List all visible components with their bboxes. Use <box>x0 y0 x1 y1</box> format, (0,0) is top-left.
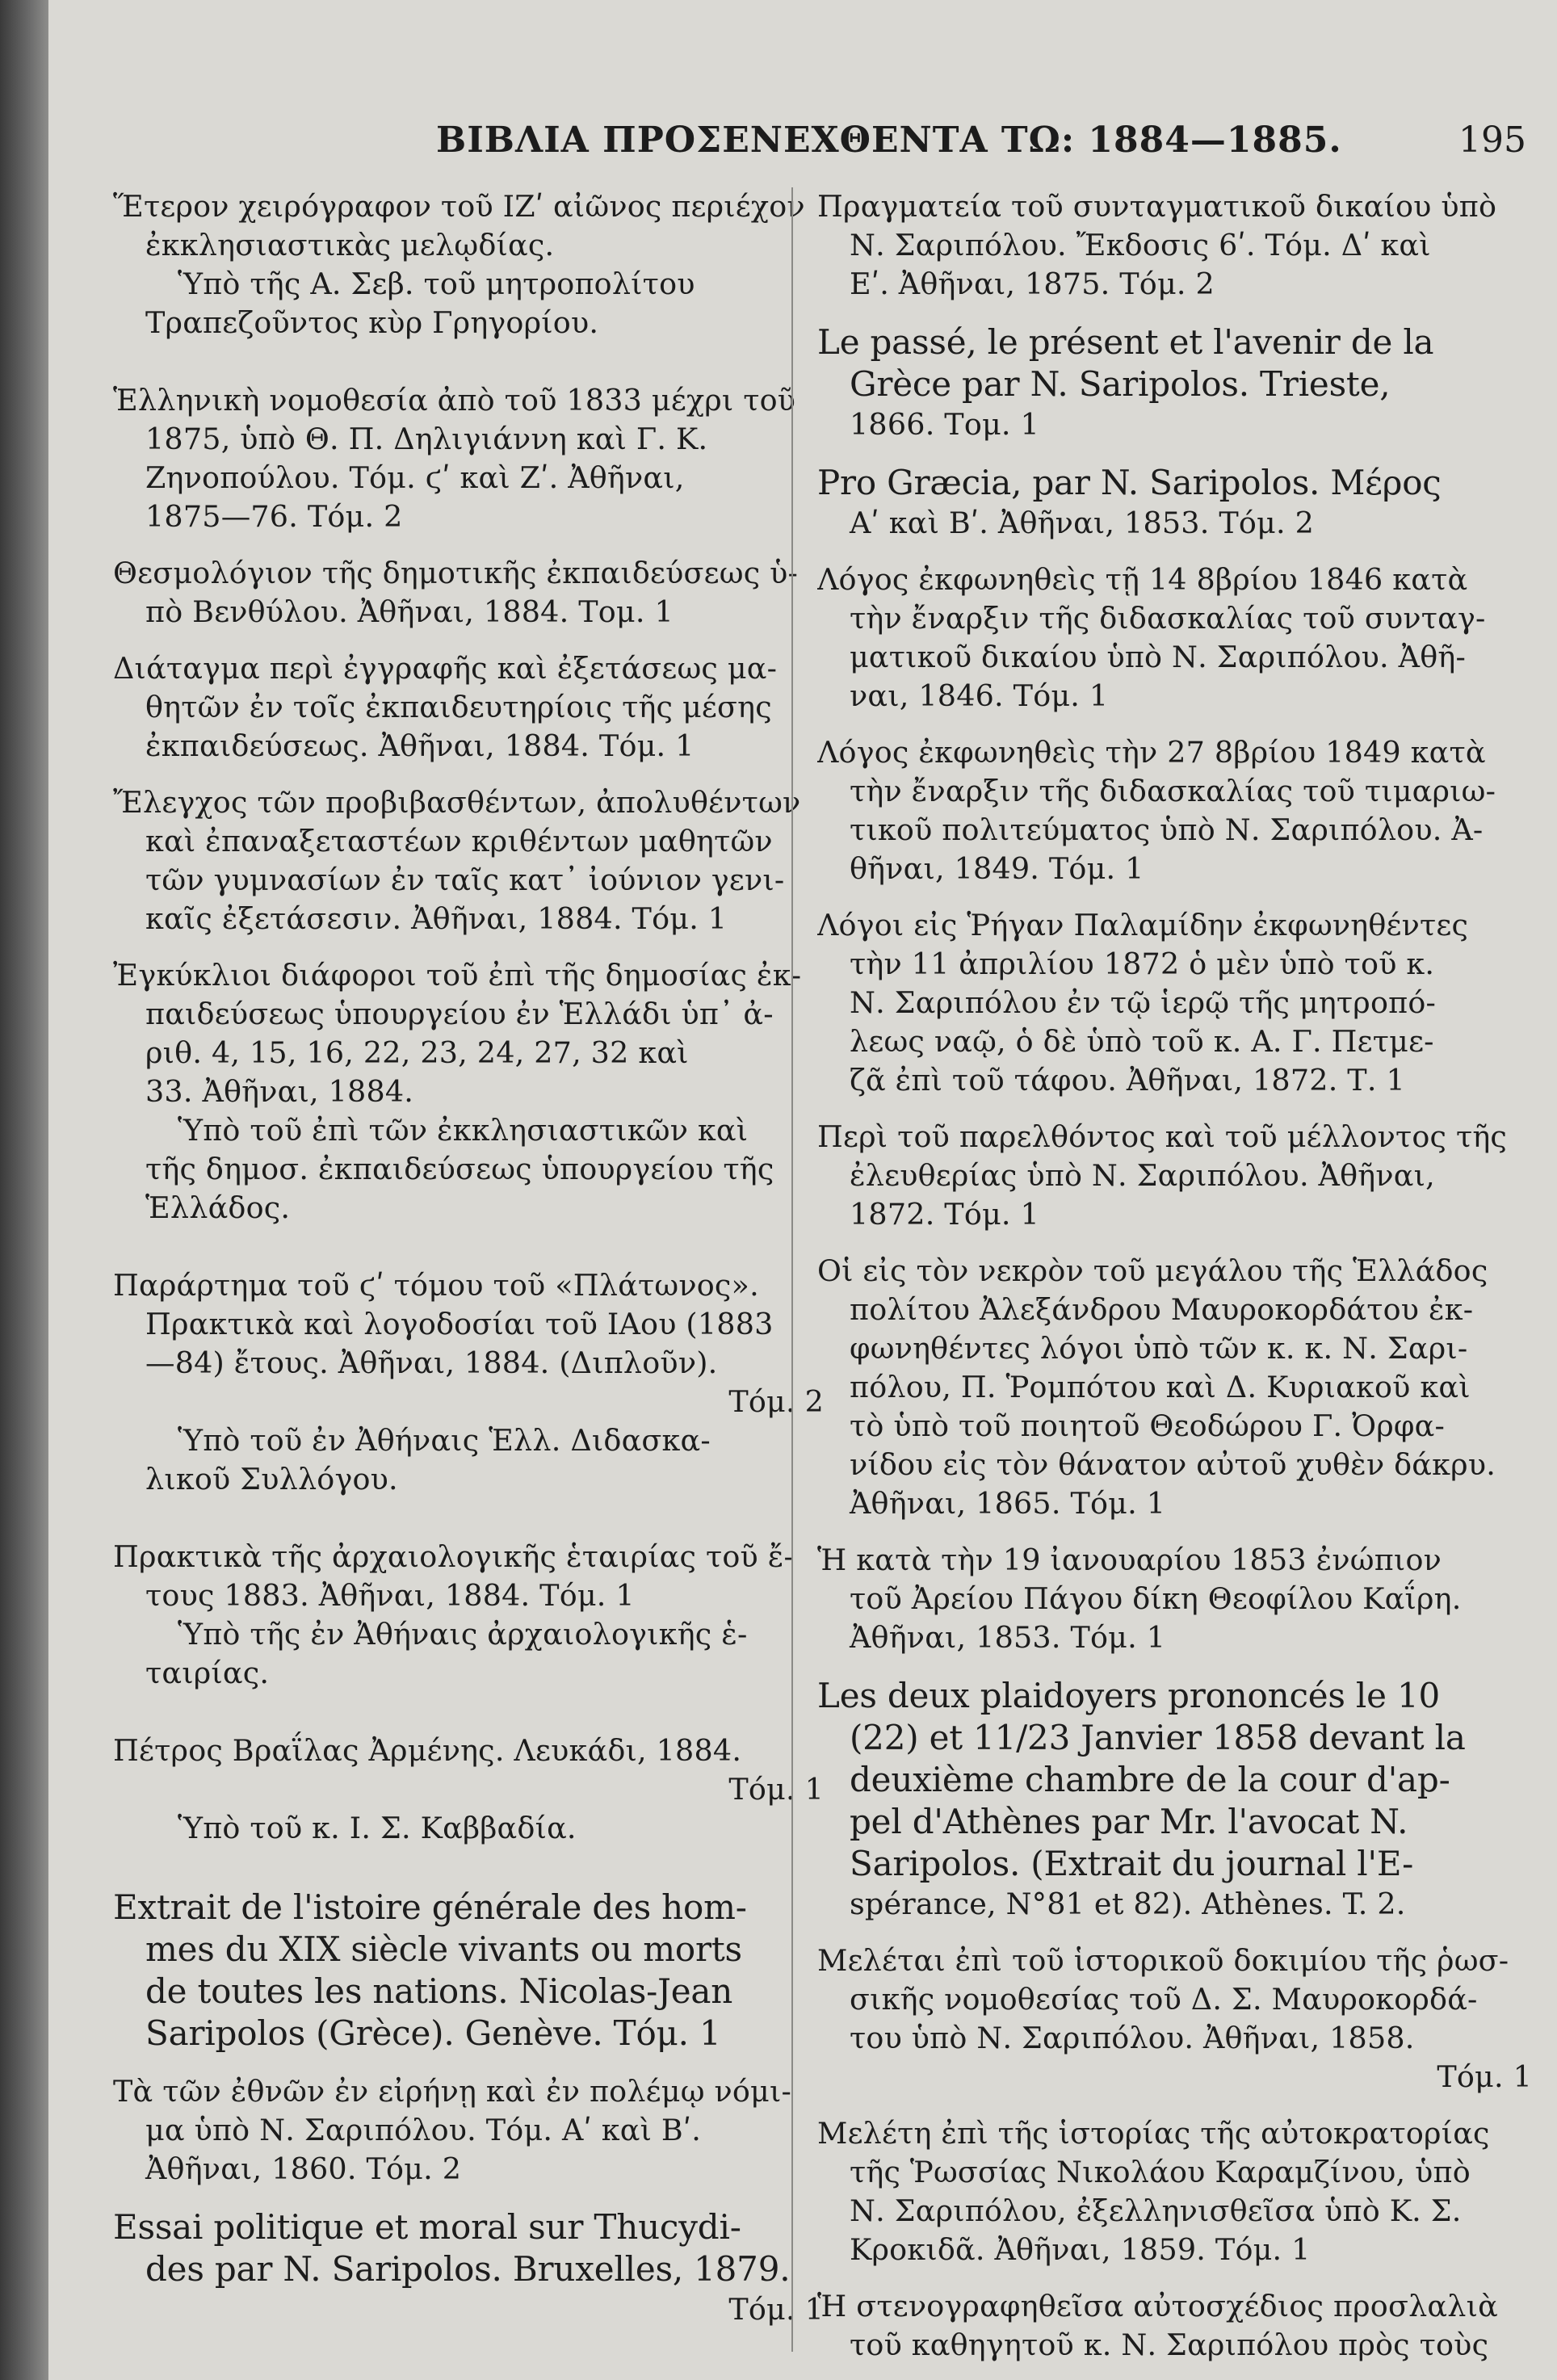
entry-line: Αʹ καὶ Βʹ. Ἀθῆναι, 1853. Τόμ. 2 <box>850 506 1314 540</box>
entry-line: de toutes les nations. Nicolas-Jean <box>145 1971 733 2011</box>
entry-line: Πραγματεία τοῦ συνταγματικοῦ δικαίου ὑπὸ <box>817 189 1497 224</box>
entry-line: Πρακτικὰ καὶ λογοδοσίαι τοῦ ΙΑου (1883 <box>145 1307 774 1341</box>
book-spine-shadow <box>0 0 48 2380</box>
entry-line: τὴν ἔναρξιν τῆς διδασκαλίας τοῦ τιμαριω- <box>850 774 1496 808</box>
entry-line: Ὑπὸ τοῦ κ. Ι. Σ. Καββαδία. <box>178 1811 577 1845</box>
entry-line: Ὑπὸ τῆς ἐν Ἀθήναις ἀρχαιολογικῆς ἑ- <box>178 1617 748 1652</box>
bibliography-entry <box>817 733 1532 888</box>
entry-line: τῆς δημοσ. ἐκπαιδεύσεως ὑπουργείου τῆς <box>145 1152 774 1186</box>
entry-line: φωνηθέντες λόγοι ὑπὸ τῶν κ. κ. Ν. Σαρι- <box>850 1331 1468 1366</box>
entry-line: σικῆς νομοθεσίας τοῦ Δ. Σ. Μαυροκορδά- <box>850 1982 1478 2017</box>
entry-line: Ἕτερον χειρόγραφον τοῦ ΙΖʹ αἰῶνος περιέχον <box>113 189 805 224</box>
entry-line: Ζηνοπούλου. Τόμ. ϛʹ καὶ Ζʹ. Ἀθῆναι, <box>145 460 685 495</box>
book-page <box>48 0 1557 2380</box>
bibliography-entry <box>817 1941 1532 2097</box>
entry-line: Ν. Σαριπόλου, ἐξελληνισθεῖσα ὑπὸ Κ. Σ. <box>850 2193 1462 2228</box>
entry-line: deuxième chambre de la cour d'ap- <box>850 1760 1450 1799</box>
bibliography-entry <box>817 187 1532 304</box>
entry-line: Πρακτικὰ τῆς ἀρχαιολογικῆς ἑταιρίας τοῦ ἔ- <box>113 1539 795 1574</box>
entry-line: τικοῦ πολιτεύματος ὑπὸ Ν. Σαριπόλου. Ἀ- <box>850 812 1484 847</box>
bibliography-entry <box>817 1541 1532 1657</box>
entry-line: pel d'Athènes par Mr. l'avocat N. <box>850 1802 1408 1841</box>
bibliography-entry <box>113 187 824 342</box>
entry-line: Μελέτη ἐπὶ τῆς ἱστορίας τῆς αὐτοκρατορίας <box>817 2116 1490 2151</box>
entry-line: Οἱ εἰς τὸν νεκρὸν τοῦ μεγάλου τῆς Ἑλλάδος <box>817 1253 1488 1288</box>
right-column <box>791 187 1532 2362</box>
bibliography-entry <box>817 2114 1532 2269</box>
entry-line: τὴν ἔναρξιν τῆς διδασκαλίας τοῦ συνταγ- <box>850 601 1486 636</box>
entry-line: 1872. Τόμ. 1 <box>850 1197 1039 1232</box>
entry-line: Τόμ. 1 <box>728 1772 824 1807</box>
bibliography-entry <box>817 2287 1532 2365</box>
entry-line: τὸ ὑπὸ τοῦ ποιητοῦ Θεοδώρου Γ. Ὀρφα- <box>850 1408 1446 1443</box>
entry-line: Le passé, le présent et l'avenir de la <box>817 322 1434 362</box>
bibliography-entry <box>113 1887 824 2055</box>
page-header <box>436 120 1526 168</box>
running-title: ΒΙΒΛΙΑ ΠΡΟΣΕΝΕΧΘΕΝΤΑ ΤΩ: 1884—1885. <box>436 120 1342 161</box>
bibliography-entry <box>817 906 1532 1100</box>
entry-line: τῆς Ῥωσσίας Νικολάου Καραμζίνου, ὑπὸ <box>850 2155 1471 2189</box>
entry-spacer <box>113 360 824 381</box>
entry-line: Λόγοι εἰς Ῥήγαν Παλαμίδην ἐκφωνηθέντες <box>817 908 1469 942</box>
entry-line: Περὶ τοῦ παρελθόντος καὶ τοῦ μέλλοντος τῆς <box>817 1119 1508 1154</box>
entry-line: λεως ναῷ, ὁ δὲ ὑπὸ τοῦ κ. Α. Γ. Πετμε- <box>850 1024 1434 1059</box>
bibliography-entry <box>113 649 824 766</box>
entry-line: πόλου, Π. Ῥομπότου καὶ Δ. Κυριακοῦ καὶ <box>850 1370 1471 1404</box>
entry-line: πὸ Βενθύλου. Ἀθῆναι, 1884. Τομ. 1 <box>145 594 674 629</box>
bibliography-entry <box>113 1731 824 1848</box>
bibliography-entry <box>113 1266 824 1499</box>
entry-line: Saripolos (Grèce). Genève. Τόμ. 1 <box>145 2013 721 2053</box>
entry-line: Ἑλλάδος. <box>145 1190 291 1225</box>
entry-line: mes du XIX siècle vivants ou morts <box>145 1929 742 1969</box>
entry-line: Μελέται ἐπὶ τοῦ ἱστορικοῦ δοκιμίου τῆς ῥωσ- <box>817 1943 1509 1978</box>
entry-line: λικοῦ Συλλόγου. <box>145 1462 398 1496</box>
entry-line: Ν. Σαριπόλου. Ἔκδοσις 6ʹ. Τόμ. Δʹ καὶ <box>850 228 1431 262</box>
entry-line: spérance, N°81 et 82). Athènes. T. 2. <box>850 1887 1406 1921</box>
entry-line: Pro Græcia, par N. Saripolos. Μέρος <box>817 463 1442 502</box>
page-number: 195 <box>1458 120 1526 161</box>
entry-line: 1875—76. Τόμ. 2 <box>145 499 403 534</box>
entry-line: Ὑπὸ τοῦ ἐπὶ τῶν ἐκκλησιαστικῶν καὶ <box>178 1113 749 1148</box>
bibliography-entry <box>817 321 1532 444</box>
bibliography-entry <box>113 2072 824 2189</box>
entry-line: ζᾶ ἐπὶ τοῦ τάφου. Ἀθῆναι, 1872. Τ. 1 <box>850 1063 1405 1098</box>
entry-line: νίδου εἰς τὸν θάνατον αὐτοῦ χυθὲν δάκρυ. <box>850 1447 1496 1482</box>
entry-line: καὶ ἐπαναξεταστέων κριθέντων μαθητῶν <box>145 824 773 858</box>
entry-line: Θεσμολόγιον τῆς δημοτικῆς ἐκπαιδεύσεως ὑ- <box>113 556 799 590</box>
entry-line: θητῶν ἐν τοῖς ἐκπαιδευτηρίοις τῆς μέσης <box>145 690 772 724</box>
entry-line: Τραπεζοῦντος κὺρ Γρηγορίου. <box>145 305 599 340</box>
entry-line: Ν. Σαριπόλου ἐν τῷ ἱερῷ τῆς μητροπό- <box>850 985 1437 1020</box>
entry-line: ναι, 1846. Τόμ. 1 <box>850 678 1109 713</box>
entry-spacer <box>113 1710 824 1731</box>
entry-line: Τόμ. 2 <box>728 1384 824 1419</box>
bibliography-entry <box>817 560 1532 716</box>
entry-line: Πέτρος Βραΐλας Ἀρμένης. Λευκάδι, 1884. <box>113 1733 742 1768</box>
entry-line: ματικοῦ δικαίου ὑπὸ Ν. Σαριπόλου. Ἀθῆ- <box>850 640 1466 674</box>
entry-line: Κροκιδᾶ. Ἀθῆναι, 1859. Τόμ. 1 <box>850 2232 1311 2267</box>
entry-line: Grèce par N. Saripolos. Trieste, <box>850 364 1391 404</box>
entry-line: καῖς ἐξετάσεσιν. Ἀθῆναι, 1884. Τόμ. 1 <box>145 901 728 936</box>
entry-line: ριθ. 4, 15, 16, 22, 23, 24, 27, 32 καὶ <box>145 1035 689 1070</box>
entry-line: Les deux plaidoyers prononcés le 10 <box>817 1676 1441 1715</box>
entry-line: Ἡ κατὰ τὴν 19 ἰανουαρίου 1853 ἐνώπιον <box>817 1543 1442 1577</box>
entry-spacer <box>113 1517 824 1538</box>
entry-spacer <box>113 1245 824 1266</box>
entry-line: του ὑπὸ Ν. Σαριπόλου. Ἀθῆναι, 1858. <box>850 2021 1415 2055</box>
entry-line: Ὑπὸ τοῦ ἐν Ἀθήναις Ἑλλ. Διδασκα- <box>178 1423 711 1458</box>
bibliography-entry <box>817 462 1532 543</box>
entry-line: Ἡ στενογραφηθεῖσα αὐτοσχέδιος προσλαλιὰ <box>817 2289 1498 2323</box>
entry-line: 33. Ἀθῆναι, 1884. <box>145 1074 414 1109</box>
entry-line: μα ὑπὸ Ν. Σαριπόλου. Τόμ. Αʹ καὶ Βʹ. <box>145 2113 702 2147</box>
bibliography-entry <box>113 783 824 938</box>
bibliography-entry <box>113 1538 824 1693</box>
entry-line: Ἀθῆναι, 1860. Τόμ. 2 <box>145 2151 462 2186</box>
bibliography-entry <box>113 956 824 1228</box>
entry-line: 1866. Τομ. 1 <box>850 407 1039 442</box>
entry-line: Παράρτημα τοῦ ϛʹ τόμου τοῦ «Πλάτωνος». <box>113 1268 759 1303</box>
entry-line: Διάταγμα περὶ ἐγγραφῆς καὶ ἐξετάσεως μα- <box>113 651 778 686</box>
entry-line: Ἀθῆναι, 1865. Τόμ. 1 <box>850 1486 1166 1521</box>
entry-line: Ὑπὸ τῆς Α. Σεβ. τοῦ μητροπολίτου <box>178 267 695 301</box>
entry-line: τῶν γυμνασίων ἐν ταῖς κατ᾽ ἰούνιον γενι- <box>145 863 785 897</box>
bibliography-entry <box>817 1675 1532 1924</box>
entry-line: Τὰ τῶν ἐθνῶν ἐν εἰρήνῃ καὶ ἐν πολέμῳ νόμι- <box>113 2074 792 2109</box>
entry-line: ἐλευθερίας ὑπὸ Ν. Σαριπόλου. Ἀθῆναι, <box>850 1158 1435 1193</box>
entry-line: ἐκκλησιαστικὰς μελῳδίας. <box>145 228 555 262</box>
entry-line: —84) ἔτους. Ἀθῆναι, 1884. (Διπλοῦν). <box>145 1345 718 1380</box>
entry-line: τοῦ καθηγητοῦ κ. Ν. Σαριπόλου πρὸς τοὺς <box>850 2328 1489 2362</box>
bibliography-entry <box>113 381 824 536</box>
entry-line: Extrait de l'istoire générale des hom- <box>113 1887 747 1927</box>
entry-line: ταιρίας. <box>145 1656 270 1690</box>
entry-line: τοῦ Ἀρείου Πάγου δίκη Θεοφίλου Καΐρη. <box>850 1581 1462 1616</box>
entry-line: Saripolos. (Extrait du journal l'E- <box>850 1844 1414 1883</box>
entry-spacer <box>113 1866 824 1887</box>
entry-line: Λόγος ἐκφωνηθεὶς τὴν 27 8βρίου 1849 κατὰ <box>817 735 1486 770</box>
entry-line: Λόγος ἐκφωνηθεὶς τῇ 14 8βρίου 1846 κατὰ <box>817 562 1468 597</box>
entry-line: des par N. Saripolos. Bruxelles, 1879. <box>145 2249 791 2289</box>
entry-line: τὴν 11 ἀπριλίου 1872 ὁ μὲν ὑπὸ τοῦ κ. <box>850 947 1435 981</box>
entry-line: πολίτου Ἀλεξάνδρου Μαυροκορδάτου ἐκ- <box>850 1292 1474 1327</box>
entry-line: 1875, ὑπὸ Θ. Π. Δηλιγιάννη καὶ Γ. Κ. <box>145 422 708 456</box>
entry-line: Essai politique et moral sur Thucydi- <box>113 2207 741 2247</box>
entry-line: Ἐγκύκλιοι διάφοροι τοῦ ἐπὶ τῆς δημοσίας ἐκ- <box>113 958 802 993</box>
entry-line: τους 1883. Ἀθῆναι, 1884. Τόμ. 1 <box>145 1578 635 1613</box>
entry-line: Τόμ. 1 <box>1437 2059 1532 2094</box>
entry-line: θῆναι, 1849. Τόμ. 1 <box>850 851 1144 886</box>
entry-line: ἐκπαιδεύσεως. Ἀθῆναι, 1884. Τόμ. 1 <box>145 728 695 763</box>
bibliography-entry <box>113 554 824 632</box>
entry-line: παιδεύσεως ὑπουργείου ἐν Ἑλλάδι ὑπ᾽ ἀ- <box>145 997 774 1031</box>
entry-line: Εʹ. Ἀθῆναι, 1875. Τόμ. 2 <box>850 267 1215 301</box>
left-column <box>113 187 824 2347</box>
bibliography-entry <box>113 2206 824 2329</box>
bibliography-entry <box>817 1118 1532 1234</box>
entry-line: Ἔλεγχος τῶν προβιβασθέντων, ἀπολυθέντων <box>113 785 801 820</box>
entry-line: (22) et 11/23 Janvier 1858 devant la <box>850 1718 1466 1757</box>
entry-line: Ἑλληνικὴ νομοθεσία ἀπὸ τοῦ 1833 μέχρι τοῦ <box>113 383 796 418</box>
entry-line: Ἀθῆναι, 1853. Τόμ. 1 <box>850 1620 1166 1655</box>
entry-line: Τόμ. 1 <box>728 2292 824 2327</box>
bibliography-entry <box>817 1252 1532 1523</box>
